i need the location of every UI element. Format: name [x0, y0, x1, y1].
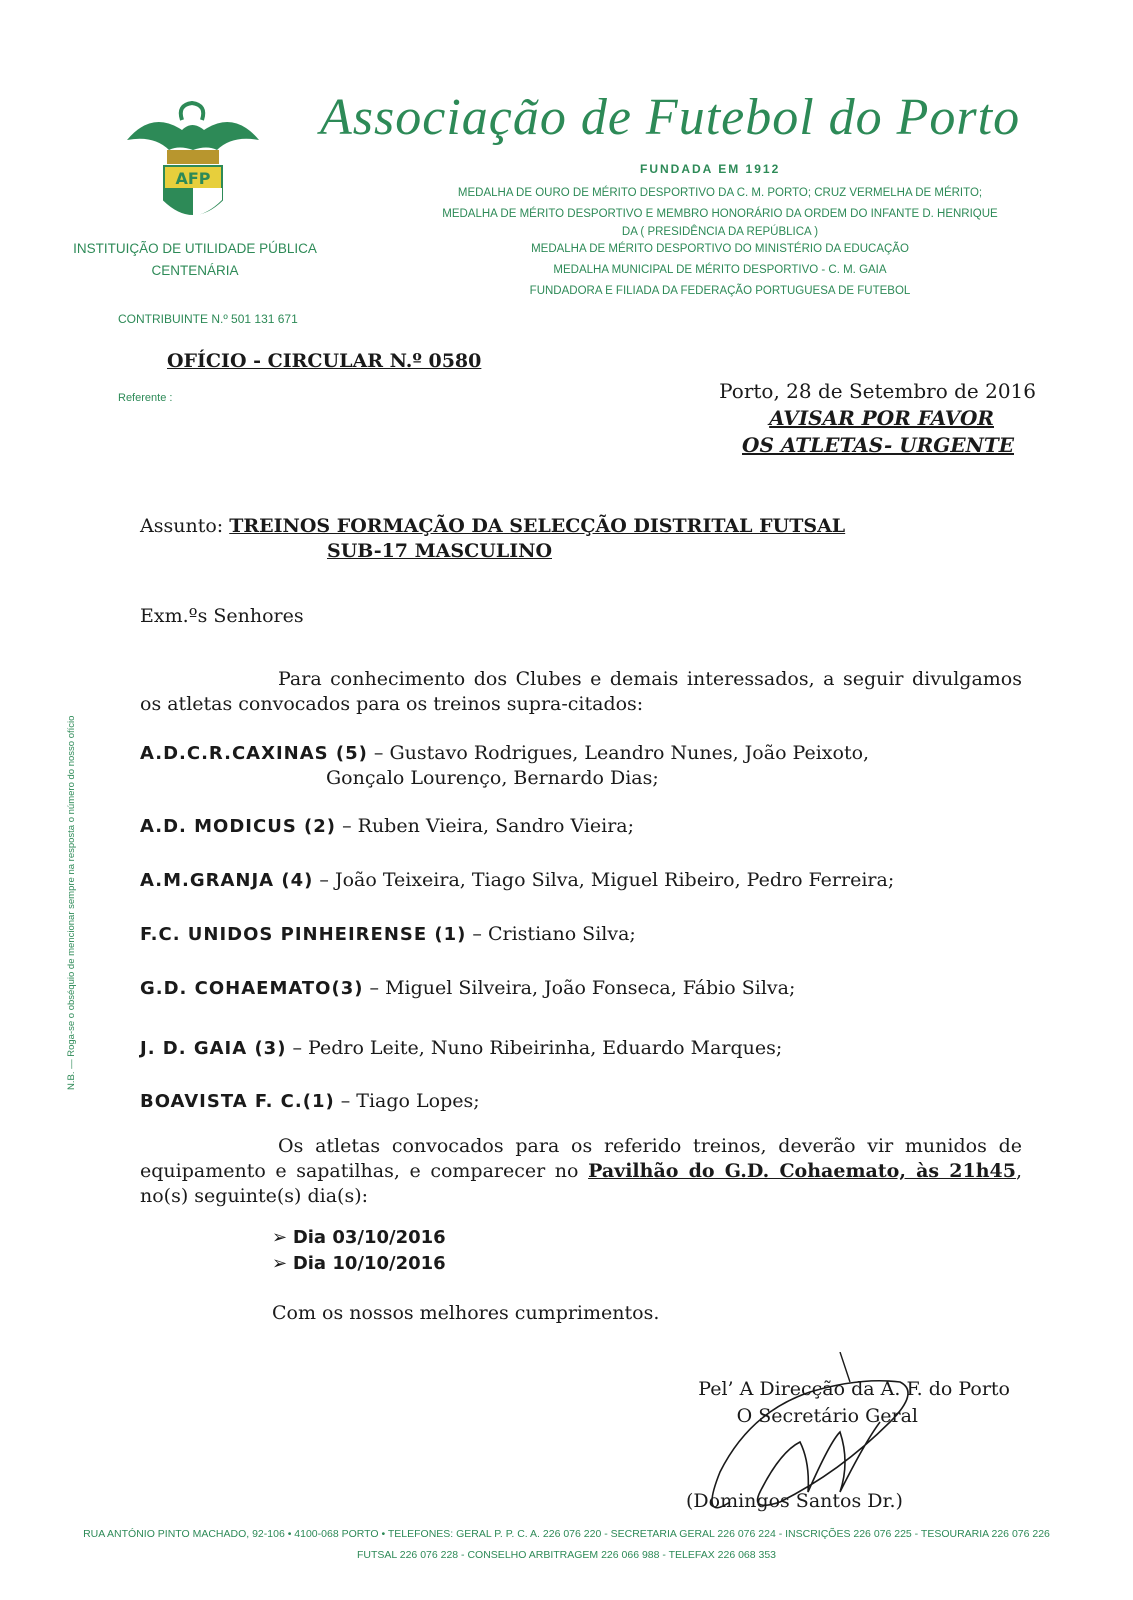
instructions-text: Os atletas convocados para os referido treinos, deverão vir munidos de equipamento e sapatilhas, e comparecer no	[140, 1135, 1022, 1182]
club-separator: –	[363, 977, 386, 999]
subject-line1: TREINOS FORMAÇÃO DA SELECÇÃO DISTRITAL FUTSAL	[229, 515, 846, 537]
greeting: Exm.ºs Senhores	[140, 605, 304, 627]
club-players: Miguel Silveira, João Fonseca, Fábio Silva;	[385, 977, 796, 999]
closing-line: Com os nossos melhores cumprimentos.	[272, 1302, 660, 1324]
club-separator: –	[286, 1037, 309, 1059]
club-name: A.D.C.R.CAXINAS (5)	[140, 743, 368, 764]
date-item: ➢ Dia 03/10/2016	[272, 1225, 1022, 1251]
club-separator: –	[336, 815, 358, 837]
signature-block	[600, 1376, 1010, 1430]
venue-time: Pavilhão do G.D. Cohaemato, às 21h45	[588, 1160, 1016, 1182]
honor-line: MEDALHA DE MÉRITO DESPORTIVO DO MINISTÉRIO DA EDUCAÇÃO	[531, 243, 909, 255]
date-item: ➢ Dia 10/10/2016	[272, 1251, 1022, 1277]
founded-year: FUNDADA EM 1912	[640, 162, 781, 176]
institution-line: CENTENÁRIA	[151, 263, 239, 278]
club-players: Cristiano Silva;	[487, 923, 636, 945]
club-name: J. D. GAIA (3)	[140, 1038, 287, 1059]
club-entry	[140, 868, 1022, 893]
club-entry	[140, 1036, 1022, 1061]
club-name: BOAVISTA F. C.(1)	[140, 1091, 335, 1112]
honor-line: MEDALHA DE OURO DE MÉRITO DESPORTIVO DA C. M. PORTO; CRUZ VERMELHA DE MÉRITO;	[457, 187, 983, 199]
honors-list	[360, 183, 1080, 302]
urgent-note-line1: AVISAR POR FAVOR	[769, 406, 994, 430]
club-separator: –	[313, 869, 335, 891]
footer-line: RUA ANTÓNIO PINTO MACHADO, 92-106 • 4100-068 PORTO • TELEFONES: GERAL P. P. C. A. 226 076 220 - SECRETARIA GERAL 226 076 224 - INSCRIÇÕES 226 076 225 - TESOURARIA 226 076 226	[83, 1528, 1050, 1540]
honor-line: MEDALHA MUNICIPAL DE MÉRITO DESPORTIVO - C. M. GAIA	[553, 264, 887, 276]
club-name: A.M.GRANJA (4)	[140, 870, 314, 891]
subject-label: Assunto:	[140, 515, 224, 537]
signatory-org: Pel’ A Direcção da A. F. do Porto	[698, 1378, 1010, 1400]
club-separator: –	[466, 923, 488, 945]
instructions-paragraph	[140, 1134, 1022, 1209]
club-entry	[140, 741, 1022, 791]
date-block	[600, 378, 1036, 459]
honor-line: MEDALHA DE MÉRITO DESPORTIVO E MEMBRO HONORÁRIO DA ORDEM DO INFANTE D. HENRIQUE	[442, 208, 998, 220]
crest-letters: AFP	[175, 169, 211, 188]
club-name: F.C. UNIDOS PINHEIRENSE (1)	[140, 924, 467, 945]
afp-crest-logo	[122, 100, 264, 230]
club-entry	[140, 976, 1022, 1001]
subject-line2: SUB-17 MASCULINO	[327, 540, 552, 562]
training-dates	[272, 1225, 1022, 1277]
footer-line: FUTSAL 226 076 228 - CONSELHO ARBITRAGEM 226 066 988 - TELEFAX 226 068 353	[356, 1549, 777, 1561]
footer-contacts	[0, 1524, 1133, 1566]
letter-body	[140, 604, 1022, 1326]
club-players: Tiago Lopes;	[356, 1090, 480, 1112]
instructions-tail: , no(s) seguinte(s) dia(s):	[140, 1160, 1022, 1207]
institution-status	[55, 238, 335, 282]
urgent-note-line2: OS ATLETAS- URGENTE	[742, 433, 1014, 457]
taxpayer-number: CONTRIBUINTE N.º 501 131 671	[118, 312, 298, 326]
club-separator: –	[334, 1090, 357, 1112]
club-separator: –	[367, 742, 390, 764]
club-players: Gustavo Rodrigues, Leandro Nunes, João Peixoto,	[389, 742, 870, 764]
association-title: Associação de Futebol do Porto	[320, 89, 1021, 146]
club-players: Pedro Leite, Nuno Ribeirinha, Eduardo Marques;	[308, 1037, 783, 1059]
referente-label: Referente :	[118, 392, 173, 404]
honor-line: FUNDADORA E FILIADA DA FEDERAÇÃO PORTUGUESA DE FUTEBOL	[529, 285, 911, 297]
club-players: Ruben Vieira, Sandro Vieira;	[357, 815, 635, 837]
club-entry	[140, 814, 1022, 839]
signatory-role: O Secretário Geral	[736, 1405, 918, 1427]
club-entry	[140, 1089, 1022, 1114]
club-name: A.D. MODICUS (2)	[140, 816, 337, 837]
club-players-continued: Gonçalo Lourenço, Bernardo Dias;	[326, 767, 659, 789]
club-players: João Teixeira, Tiago Silva, Miguel Ribeiro, Pedro Ferreira;	[334, 869, 895, 891]
signatory-name: (Domingos Santos Dr.)	[686, 1490, 903, 1512]
intro-paragraph: Para conhecimento dos Clubes e demais interessados, a seguir divulgamos os atletas convocados para os treinos supra-citados:	[140, 668, 1022, 715]
place-date: Porto, 28 de Setembro de 2016	[719, 379, 1036, 403]
side-note: N.B. — Roga-se o obséquio de mencionar sempre na resposta o número do nosso ofício	[66, 715, 77, 1090]
institution-line: INSTITUIÇÃO DE UTILIDADE PÚBLICA	[73, 241, 317, 256]
circular-reference: OFÍCIO - CIRCULAR N.º 0580	[167, 350, 482, 372]
club-name: G.D. COHAEMATO(3)	[140, 978, 364, 999]
club-entry	[140, 922, 1022, 947]
subject	[140, 514, 845, 564]
honor-line: DA ( PRESIDÊNCIA DA REPÚBLICA )	[621, 226, 819, 238]
